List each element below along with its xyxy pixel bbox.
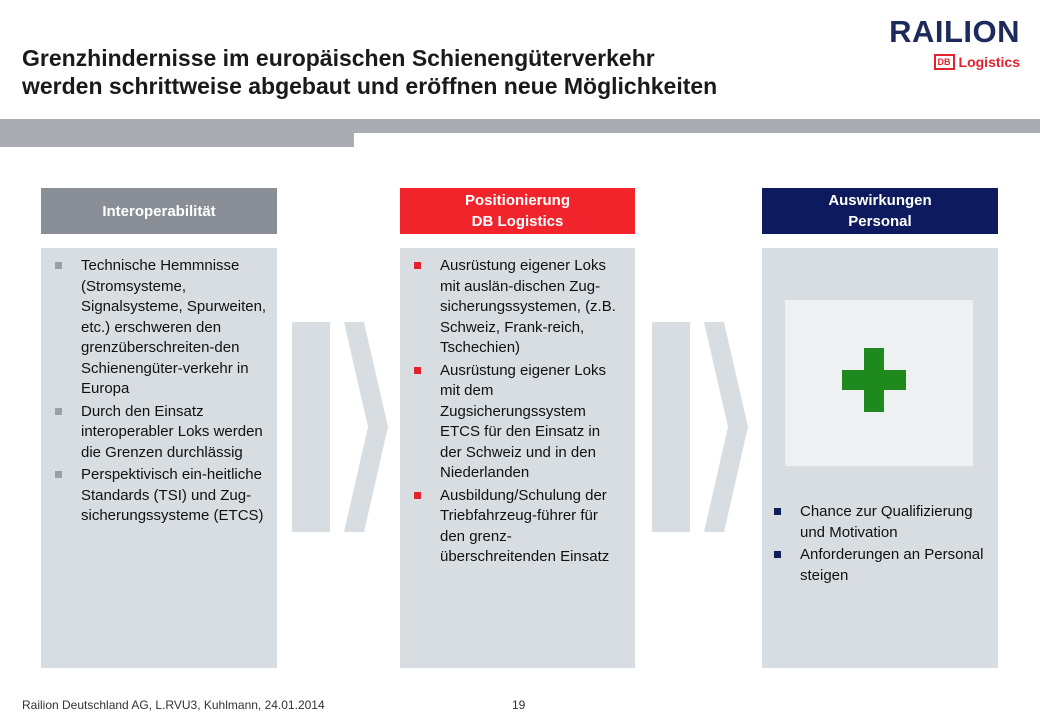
plus-icon-panel — [785, 300, 973, 466]
column-header-text — [828, 190, 931, 232]
header-divider-step — [0, 133, 354, 147]
page-number: 19 — [512, 698, 526, 712]
list-item: Chance zur Qualifizierung und Motivation — [774, 502, 984, 543]
bullet-list — [414, 256, 625, 568]
header-divider-bar — [0, 119, 1040, 133]
page-title — [22, 44, 862, 100]
column-header-text — [102, 201, 215, 222]
list-item: Anforderungen an Personal steigen — [774, 545, 984, 586]
column-header-line: DB Logistics — [471, 213, 564, 230]
chevron-arrow-icon — [292, 322, 388, 602]
column-header-line: Personal — [848, 213, 912, 230]
list-item: Ausrüstung eigener Loks mit dem Zugsicherungssystem ETCS für den Einsatz in der Schweiz und in den Niederlanden — [414, 361, 625, 484]
list-item: Ausbildung/Schulung der Triebfahrzeug-führer für den grenz-überschreitenden Einsatz — [414, 486, 625, 568]
db-badge: DB — [934, 54, 955, 70]
column-header-auswirkungen — [762, 188, 998, 234]
logo-subline — [934, 54, 1020, 70]
column-header-positionierung — [400, 188, 635, 234]
column-header-line: Auswirkungen — [828, 192, 932, 209]
bullet-list — [55, 256, 267, 527]
railion-logo — [860, 14, 1020, 70]
logo-sub-text: Logistics — [958, 54, 1020, 70]
column-header-line: Positionierung — [465, 192, 570, 209]
footer-source: Railion Deutschland AG, L.RVU3, Kuhlmann, 24.01.2014 — [22, 698, 325, 712]
list-item: Durch den Einsatz interoperabler Loks werden die Grenzen durchlässig — [55, 402, 267, 464]
chevron-arrow-icon — [652, 322, 748, 602]
title-line-1: Grenzhindernisse im europäischen Schienengüterverkehr — [22, 45, 655, 71]
list-item: Technische Hemmnisse (Stromsysteme, Signalsysteme, Spurweiten, etc.) erschweren den grenzüberschreiten-den Schienengüter-verkehr in Europa — [55, 256, 267, 400]
column-header-text — [465, 190, 570, 232]
column-box-interoperabilitaet — [41, 248, 277, 668]
title-line-2: werden schrittweise abgebaut und eröffnen neue Möglichkeiten — [22, 73, 718, 99]
plus-icon — [785, 300, 973, 466]
bullet-list — [774, 502, 984, 588]
column-header-interoperabilitaet — [41, 188, 277, 234]
list-item: Perspektivisch ein-heitliche Standards (TSI) und Zug-sicherungssysteme (ETCS) — [55, 465, 267, 527]
logo-name: RAILION — [889, 14, 1020, 49]
list-item: Ausrüstung eigener Loks mit auslän-dischen Zug-sicherungssystemen, (z.B. Schweiz, Frank-reich, Tschechien) — [414, 256, 625, 359]
column-box-positionierung — [400, 248, 635, 668]
column-header-line: Interoperabilität — [102, 202, 216, 220]
